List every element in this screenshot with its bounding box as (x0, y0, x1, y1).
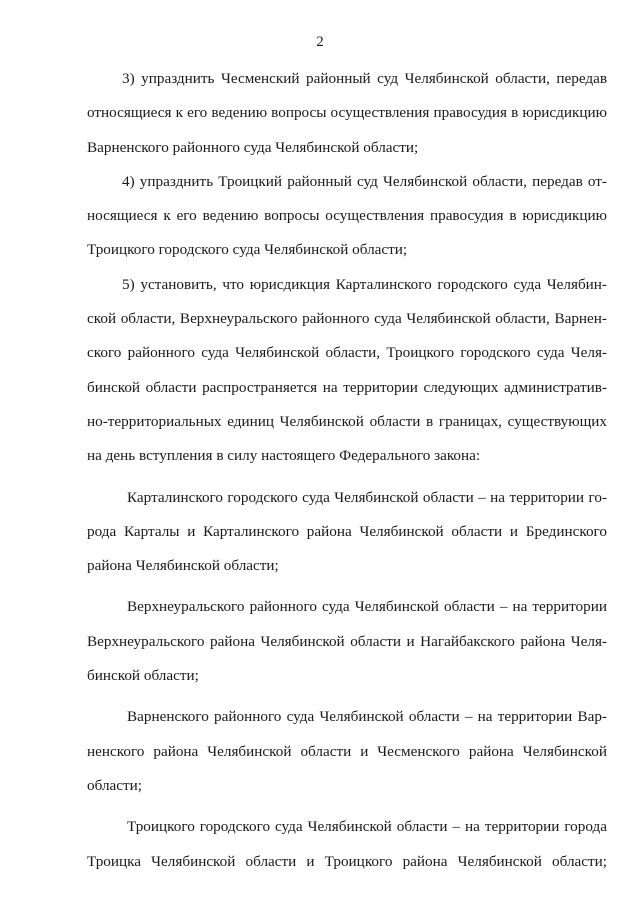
page-number: 2 (316, 34, 324, 50)
paragraph-line: 5) установить, что юрисдикция Карталинского городского суда Челябин- (122, 275, 607, 293)
paragraph-line: ненского района Челябинской области и Чесменского района Челябинской (87, 742, 607, 760)
paragraph-line: бинской области; (87, 667, 199, 685)
paragraph-line: бинской области распространяется на территории следующих административ- (87, 378, 607, 396)
paragraph-line: области; (87, 776, 142, 794)
paragraph-varna-court (87, 700, 607, 803)
paragraph-kartaly-court (87, 481, 607, 584)
paragraph-item-3 (87, 62, 607, 165)
paragraph-line: носящиеся к его ведению вопросы осуществления правосудия в юрисдикцию (87, 207, 607, 225)
paragraph-line: Троицка Челябинской области и Троицкого района Челябинской области; (87, 852, 607, 870)
paragraph-line: рода Карталы и Карталинского района Челябинской области и Брединского (87, 522, 607, 540)
paragraph-line: Варненского районного суда Челябинской области; (87, 138, 419, 156)
paragraph-line: 4) упразднить Троицкий районный суд Челябинской области, передав от- (122, 172, 607, 190)
paragraph-line: относящиеся к его ведению вопросы осуществления правосудия в юрисдикцию (87, 104, 607, 122)
paragraph-item-4 (87, 165, 607, 268)
paragraph-line: на день вступления в силу настоящего Федерального закона: (87, 447, 481, 465)
paragraph-line: ского районного суда Челябинской области, Троицкого городского суда Челя- (87, 344, 607, 362)
paragraph-line: но-территориальных единиц Челябинской области в границах, существующих (87, 412, 607, 430)
paragraph-troitsk-court (87, 810, 607, 879)
paragraph-item-5 (87, 268, 607, 474)
paragraph-line: Варненского районного суда Челябинской области – на территории Вар- (127, 708, 607, 726)
paragraph-line: Карталинского городского суда Челябинской области – на территории го- (127, 488, 607, 506)
paragraph-line: Верхнеуральского района Челябинской области и Нагайбакского района Челя- (87, 632, 607, 650)
paragraph-line: района Челябинской области; (87, 557, 279, 575)
paragraph-verkhneuralsk-court (87, 590, 607, 693)
paragraph-line: 3) упразднить Чесменский районный суд Челябинской области, передав (122, 70, 607, 87)
paragraph-line: Верхнеуральского районного суда Челябинской области – на территории (127, 598, 607, 616)
paragraph-line: ской области, Верхнеуральского районного суда Челябинской области, Варнен- (87, 310, 607, 328)
document-body (87, 62, 607, 879)
paragraph-line: Троицкого городского суда Челябинской области; (87, 241, 408, 259)
paragraph-line: Троицкого городского суда Челябинской области – на территории города (127, 818, 607, 836)
